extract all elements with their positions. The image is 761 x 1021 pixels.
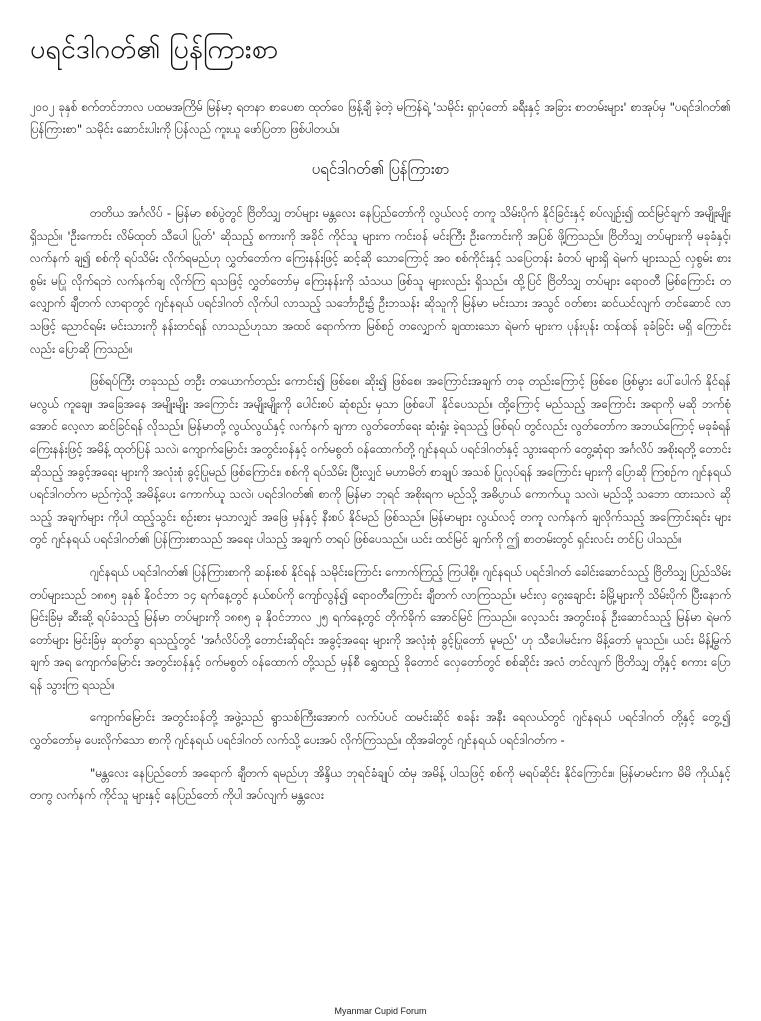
- body-paragraph: ဂျင်နရယ် ပရင်ဒါဂတ်၏ ပြန်ကြားစာကို ဆန်းစစ် နိုင်ရန် သမိုင်းကြောင်း ကောက်ကြည့် ကြပါစို့။ ဂျင်နရယ် ပရင်ဒါဂတ် ခေါင်းဆောင်သည့် ဗြိတိသျှ ပြည်သိမ်း တပ်များသည် ၁၈၈၅ ခုနှစ် နိုဝင်ဘာ ၁၄ ရက်နေ့တွင် နယ်စပ်ကို ကျော်လွန်၍ ရောဝတီကြောင်း ချီတက် လာကြသည်။ မင်းလှ ဂွေးချောင်း ခံမြို့များကို သိမ်းပိုက် ပြီးနောက် မြင်းခြံမှ ဆီးဆို့ ရပ်ခံသည့် မြန်မာ တပ်များကို ၁၈၈၅ ခု နိုဝင်ဘာလ ၂၅ ရက်နေ့တွင် တိုက်ခိုက် အောင်မြင် ကြသည်။ လေ့သင်း အတွင်းဝန် ဦးဆောင်သည့် မြန်မာ ရဲမက်တော်များ မြင်းခြံမှ ဆုတ်ခွာ ရသည့်တွင် 'အင်္ဂလိပ်တို့ တောင်းဆိုရင်း အခွင့်အရေး များကို အလုံးစုံ ခွင့်ပြုတော် မူမည်' ဟု သီပေါမင်းက မိန့်တော် မူသည်။ ယင်း မိန့်မြွက်ချက် အရ ကျောက်မြောင်း အတွင်းဝန်နှင့် ဝက်မစွတ် ဝန်ထောက် တို့သည် မှန်စီ ရွှေထည့် ခိုတောင် လှေတော်တွင် စစ်ဆိုင်း အလံ တင်လျက် ဗြိတိသျှ တို့နှင့် စကား ပြောရန် သွားကြ ရသည်။: [30, 564, 731, 692]
- body-paragraph: "မန္တလေး နေပြည်တော် အရောက် ချီတက် ရမည်ဟု အိန္ဒိယ ဘုရင်ခံချုပ် ထံမှ အမိန့် ပါသဖြင့် စစ်ကို မရပ်ဆိုင်း နိုင်ကြောင်း။ မြန်မာမင်းက မိမိ ကိုယ်နှင့် တကွ လက်နက် ကိုင်သူ များနှင့် နေပြည်တော် ကိုပါ အပ်လျက် မန္တလေး: [30, 765, 731, 803]
- page-title: ပရင်ဒါဂတ်၏ ပြန်ကြားစာ: [30, 34, 279, 65]
- article-subtitle: ပရင်ဒါဂတ်၏ ပြန်ကြားစာ: [311, 160, 450, 178]
- document-page: [30, 30, 731, 1005]
- page-footer: Myanmar Cupid Forum: [334, 1006, 427, 1016]
- body-paragraph: တတိယ အင်္ဂလိပ် - မြန်မာ စစ်ပွဲတွင် ဗြိတိသျှ တပ်များ မန္တလေး နေပြည်တော်ကို လွယ်လင့် တကူ သိမ်းပိုက် နိုင်ခြင်းနှင့် စပ်လျဉ်း၍ ထင်မြင်ချက် အမျိုးမျိုး ရှိသည်။ 'ဦးကောင်း လိမ်ထုတ် သီပေါ ပြုတ်' ဆိုသည့် စကားကို အခိုင် ကိုင်သူ များက ကင်းဝန် မင်းကြီး ဦးကောင်းကို အပြစ် ဖို့ကြသည်။ ဗြိတိသျှ တပ်များကို မခုခံနှင့်၊ လက်နက် ချ၍ စစ်ကို ရပ်သိမ်း လိုက်ရမည်ဟု လွှတ်တော်က ကြေးနန်းဖြင့် ဆင့်ဆို သောကြောင့် အဝ စစ်ကိုင်းနှင့် သပြေတန်း ခံတပ် များရှိ ရဲမက် များသည် လှစွမ်း စားစွမ်း မပြု လိုက်ရဘဲ လက်နက်ချ လိုက်ကြ ရသဖြင့် လွှတ်တော်မှ ကြေးနန်းကို သံသယ ဖြစ်သူ များလည်း ရှိသည်။ ထို့ပြင် ဗြိတိသျှ တပ်များ ရောဝတီ မြစ်ကြောင်း တလျှောက် ချီတက် လာရာတွင် ဂျင်နရယ် ပရင်ဒါဂတ် လိုက်ပါ လာသည့် သင်္ဘောဦး၌ ဦးဘသန်း ဆိုသူကို မြန်မာ မင်းသား အသွင် ဝတ်စား ဆင်ယင်လျက် တင်ဆောင် လာသဖြင့် ညောင်ရမ်း မင်းသားကို နန်းတင်ရန် လာသည်ဟုသာ အထင် ရောက်ကာ မြစ်စဉ် တလျှောက် ချထားသော ရဲမက် များက ပုန်းပုန်း ထန်ထန် ခုခံခြင်း မရှိ ကြောင်းလည်း ပြောဆို ကြသည်။: [30, 206, 731, 356]
- body-paragraph: ကျောက်မြောင်း အတွင်းဝန်တို့ အဖွဲ့သည် ရွာသစ်ကြီးအောက် လက်ပံပင် ထမင်းဆိုင် စခန်း အနီး ရေလယ်တွင် ဂျင်နရယ် ပရင်ဒါဂတ် တို့နှင့် တွေ့၍ လွှတ်တော်မှ ပေးလိုက်သော စာကို ဂျင်နရယ် ပရင်ဒါဂတ် လက်သို့ ပေးအပ် လိုက်ကြသည်။ ထိုအခါတွင် ဂျင်နရယ် ပရင်ဒါဂတ်က -: [30, 710, 731, 748]
- body-paragraph: ဖြစ်ရပ်ကြီး တခုသည် တဦး တယောက်တည်း ကောင်း၍ ဖြစ်စေ၊ ဆိုး၍ ဖြစ်စေ၊ အကြောင်းအချက် တခု တည်းကြောင့် ဖြစ်စေ ဖြစ်မွား ပေါ်ပေါက် နိုင်ရန် မလွယ် ကူချေ။ အခြေအနေ အမျိုးမျိုး အကြောင်း အမျိုးမျိုးကို ပေါင်းစပ် ဆုံစည်း မှသာ ဖြစ်ပေါ် နိုင်ပေသည်။ ထို့ကြောင့် မည်သည့် အကြောင်း အရာကို မဆို ဘက်စုံအောင် လေ့လာ ဆင်ခြင်ရန် လိုသည်။ မြန်မာတို့ လွယ်လွယ်နှင့် လက်နက် ချကာ လွတ်တော်ရေး ဆုံးရှုံး ခဲ့ရသည့် ဖြစ်ရပ် တွင်လည်း လွတ်တော်က အဘယ်ကြောင့် မခုခံရန် ကြေးနန်းဖြင့် အမိန့် ထုတ်ပြန် သလဲ၊ ကျောက်မြောင်း အတွင်းဝန်နှင့် ဝက်မစွတ် ဝန်ထောက်တို့ ဂျင်နရယ် ပရင်ဒါဂတ်နှင့် သွားရောက် တွေ့ဆုံရာ အင်္ဂလိပ် အစိုးရတို့ တောင်းဆိုသည့် အခွင့်အရေး များကို အလုံးစုံ ခွင့်ပြုမည် ဖြစ်ကြောင်း၊ စစ်ကို ရပ်သိမ်း ပြီးလျှင် မဟာမိတ် စာချုပ် အသစ် ပြုလုပ်ရန် အကြောင်း များကို ပြောဆို ကြစဉ်က ဂျင်နရယ် ပရင်ဒါဂတ်က မည်ကဲ့သို့ အမိန့်ပေး ကောက်ယူ သလဲ၊ ပရင်ဒါဂတ်၏ စာကို မြန်မာ ဘုရင် အစိုးရက မည်သို့ အဓိပ္ပာယ် ကောက်ယူ သလဲ၊ မည်သို့ သဘော ထားသလဲ ဆိုသည့် အချက်များ ကိုပါ ထည့်သွင်း စဉ်းစား မှသာလျှင် အဖြေ မှန်နှင့် နီးစပ် နိုင်မည် ဖြစ်သည်။ မြန်မာများ လွယ်လင့် တကူ လက်နက် ချလိုက်သည့် အကြောင်းရင်း များတွင် ဂျင်နရယ် ပရင်ဒါဂတ်၏ ပြန်ကြားစာသည် အရေး ပါသည့် အချက် တရပ် ဖြစ်ပေသည်။ ယင်း ထင်မြင် ချက်ကို ဤ စာတမ်းတွင် ရှင်းလင်း တင်ပြ ပါသည်။: [30, 374, 731, 547]
- intro-paragraph: ၂၀၀၂ ခုနှစ် စက်တင်ဘာလ ပထမအကြိမ် မြန်မာ့ ရတနာ စာပေစာ ထုတ်ဝေ ဖြန့်ချီ ခဲ့တဲ့ မကြန်ရဲ့ 'သမိုင်း ရှာပုံတော် ခရီးနှင့် အခြား စာတမ်းများ' စာအုပ်မှ "ပရင်ဒါဂတ်၏ ပြန်ကြားစာ" သမိုင်း ဆောင်းပါးကို ပြန်လည် ကူးယူ ဖော်ပြတာ ဖြစ်ပါတယ်။: [30, 100, 731, 136]
